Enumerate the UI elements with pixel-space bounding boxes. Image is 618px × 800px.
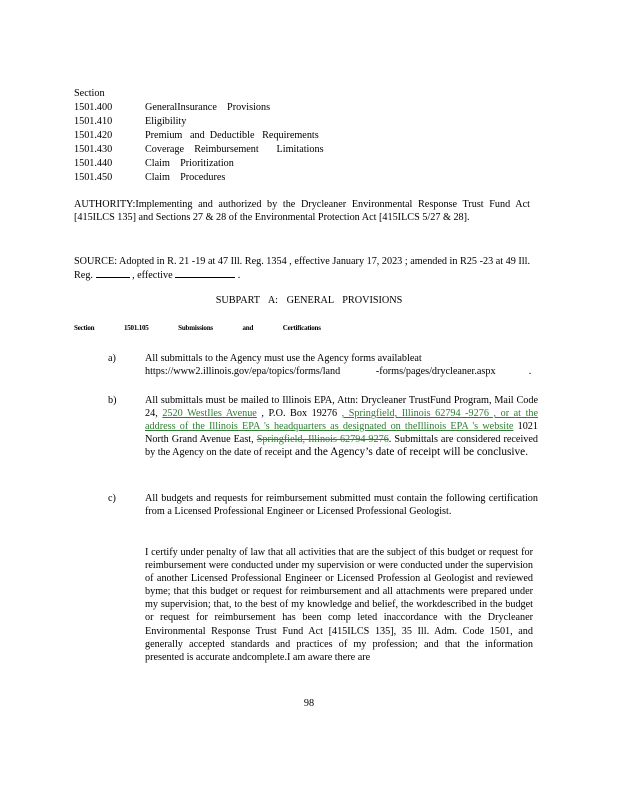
list-item-b	[108, 394, 538, 459]
deleted-text: Springfield, Illinois 62794 9276	[256, 434, 389, 445]
subpart-heading: SUBPART A: GENERAL PROVISIONS	[215, 295, 403, 306]
item-text: 1021 North Grand Avenue East,	[145, 421, 538, 445]
item-text: , P.O. Box 19276	[256, 408, 342, 419]
toc-row	[74, 115, 324, 129]
toc-title: Coverage Reimbursement Limitations	[145, 144, 324, 155]
section-title-word: Certifications	[282, 324, 321, 332]
toc-title: Eligibility	[145, 116, 187, 127]
section-title-word: Submissions	[178, 324, 213, 332]
item-body	[145, 394, 538, 459]
toc-num: 1501.400	[74, 102, 113, 113]
toc-row	[74, 171, 324, 185]
list-item-c	[108, 492, 538, 518]
toc-num: 1501.420	[74, 130, 113, 141]
item-body: All budgets and requests for reimbursement submitted must contain the following certification from a Licensed Professional Engineer or Licensed Professional Geologist.	[145, 493, 538, 517]
blank-line	[175, 268, 235, 278]
table-of-contents	[74, 101, 324, 185]
toc-row	[74, 101, 324, 115]
toc-num: 1501.410	[74, 116, 113, 127]
section-title	[74, 324, 349, 332]
item-text: All submittals to the Agency must use the Agency forms availableat	[145, 353, 422, 364]
source-period: .	[237, 270, 241, 281]
toc-title: Claim Prioritization	[145, 158, 234, 169]
section-title-word: and	[242, 324, 254, 332]
list-item-a	[108, 352, 538, 378]
toc-title: GeneralInsurance Provisions	[145, 102, 271, 113]
item-label: a)	[108, 353, 116, 364]
item-text	[145, 365, 538, 378]
toc-title: Premium and Deductible Requirements	[145, 130, 319, 141]
inserted-text: , Springfield, Illinois 62794 -9276 , or at the address of the Illinois EPA 's headquarters as designated on theIllinois EPA 's website	[145, 408, 539, 432]
toc-num: 1501.450	[74, 172, 113, 183]
toc-row	[74, 143, 324, 157]
toc-row	[74, 129, 324, 143]
blank-line	[96, 268, 130, 278]
authority-note: AUTHORITY:Implementing and authorized by the Drycleaner Environmental Response Trust Fund Act [415ILCS 135] and Sections 27 & 28 of the Environmental Protection Act [415ILCS 5/27 & 28].	[74, 199, 530, 223]
item-period: .	[528, 366, 532, 377]
toc-title: Claim Procedures	[145, 172, 226, 183]
section-label: Section	[74, 324, 95, 332]
toc-num: 1501.440	[74, 158, 113, 169]
source-effective: , effective	[132, 270, 173, 281]
item-body	[145, 352, 538, 378]
source-text: SOURCE: Adopted in R. 21 -19 at 47 Ill. Reg. 1354 , effective January 17, 2023 ; amended in R25 -23 at 49 Ill. Reg.	[74, 256, 530, 281]
toc-num: 1501.430	[74, 144, 113, 155]
toc-row	[74, 157, 324, 171]
source-note	[74, 255, 530, 282]
item-text: All submittals must be mailed to Illinois EPA, Attn: Drycleaner TrustFund Program, Mail Code 24,	[145, 395, 538, 419]
certification-text: I certify under penalty of law that all activities that are the subject of this budget or request for reimbursement were conducted under my supervision or were conducted under the supervision of another Licensed Professional Engineer or Licensed Profession al Geologist and reviewed byme; that this budget or request for reimbursement and all attachments were prepared under my supervision; that, to the best of my knowledge and belief, the workdescribed in the budget or request for reimbursement has been comp leted inaccordance with the Drycleaner Environmental Response Trust Fund Act [415ILCS 135], 35 Ill. Adm. Code 1501, and generally accepted standards and practices of my profession; and that the information presented is accurate andcomplete.I am aware there are	[145, 547, 533, 663]
inserted-text: 2520 WestIles Avenue	[162, 408, 257, 419]
item-label: b)	[108, 395, 117, 406]
section-number: 1501.105	[123, 324, 149, 332]
item-label: c)	[108, 493, 116, 504]
forms-link[interactable]: https://www2.illinois.gov/epa/topics/forms/land -forms/pages/drycleaner.aspx	[145, 366, 496, 377]
item-text-conclusive: and the Agency’s date of receipt will be conclusive.	[294, 446, 529, 458]
section-heading: Section	[74, 88, 105, 99]
item-text: . Submittals are considered received by the Agency on the date of receipt	[145, 434, 538, 458]
page-number: 98	[303, 698, 315, 709]
